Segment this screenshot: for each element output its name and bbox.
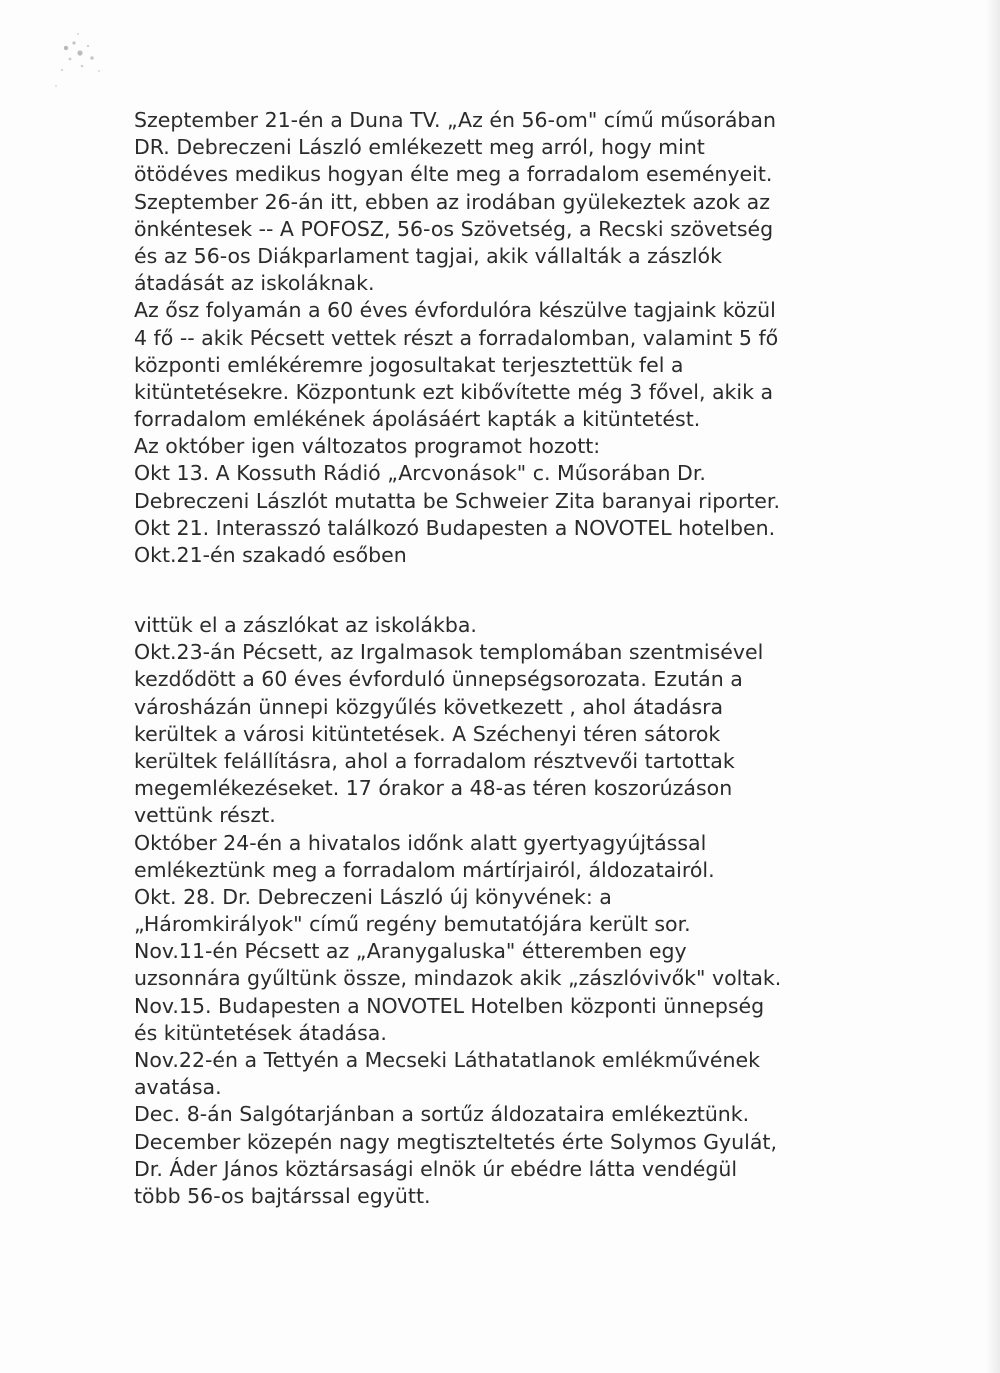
text-line: 4 fő -- akik Pécsett vettek részt a forradalomban, valamint 5 fő — [134, 325, 779, 350]
text-line: és az 56-os Diákparlament tagjai, akik vállalták a zászlók — [134, 243, 722, 268]
text-line: Dr. Áder János köztársasági elnök úr ebédre látta vendégül — [134, 1156, 738, 1181]
text-line: átadását az iskoláknak. — [134, 271, 375, 296]
text-line: DR. Debreczeni László emlékezett meg arról, hogy mint — [134, 135, 705, 160]
text-line: önkéntesek -- A POFOSZ, 56-os Szövetség, a Recski szövetség — [134, 216, 774, 241]
text-line: December közepén nagy megtiszteltetés érte Solymos Gyulát, — [134, 1129, 777, 1154]
text-line: kezdődött a 60 éves évforduló ünnepségsorozata. Ezután a — [134, 667, 743, 692]
text-line: Okt 13. A Kossuth Rádió „Arcvonások" c. Műsorában Dr. — [134, 461, 706, 486]
scan-smudge-mark — [44, 26, 124, 106]
text-line: forradalom emlékének ápolásáért kapták a kitüntetést. — [134, 407, 701, 432]
text-line: kerültek a városi kitüntetések. A Széchenyi téren sátorok — [134, 721, 721, 746]
text-line: Szeptember 21-én a Duna TV. „Az én 56-om" című műsorában — [134, 108, 776, 132]
text-line: „Háromkirályok" című regény bemutatójára került sor. — [134, 912, 691, 937]
text-line: több 56-os bajtárssal együtt. — [134, 1183, 431, 1208]
text-line: Nov.22-én a Tettyén a Mecseki Láthatatlanok emlékművének — [134, 1048, 760, 1072]
text-line: Az ősz folyamán a 60 éves évfordulóra készülve tagjaink közül — [134, 298, 776, 323]
text-line: Szeptember 26-án itt, ebben az irodában gyülekeztek azok az — [134, 189, 770, 214]
text-line: Okt. 28. Dr. Debreczeni László új könyvének: a — [134, 884, 612, 909]
paragraph-block-2 — [134, 612, 781, 1210]
paragraph-block-1 — [134, 107, 780, 569]
text-line: központi emlékéremre jogosultakat terjesztettük fel a — [134, 352, 684, 377]
text-line: Dec. 8-án Salgótarjánban a sortűz áldozataira emlékeztünk. — [134, 1102, 750, 1127]
text-line: Debreczeni Lászlót mutatta be Schweier Zita baranyai riporter. — [134, 488, 780, 513]
text-line: Okt 21. Interasszó találkozó Budapesten a NOVOTEL hotelben. — [134, 515, 776, 540]
text-line: kerültek felállításra, ahol a forradalom résztvevői tartottak — [134, 748, 735, 773]
text-line: városházán ünnepi közgyűlés következett , ahol átadásra — [134, 694, 724, 719]
text-line: vittük el a zászlókat az iskolákba. — [134, 613, 477, 637]
text-line: megemlékezéseket. 17 órakor a 48-as téren koszorúzáson — [134, 776, 733, 801]
text-line: és kitüntetések átadása. — [134, 1020, 387, 1045]
text-line: avatása. — [134, 1075, 222, 1100]
text-line: Az október igen változatos programot hozott: — [134, 434, 601, 459]
text-line: uzsonnára gyűltünk össze, mindazok akik „zászlóvivők" voltak. — [134, 966, 782, 991]
text-line: Nov.11-én Pécsett az „Aranygaluska" étteremben egy — [134, 939, 687, 964]
text-line: vettünk részt. — [134, 803, 276, 828]
text-line: Okt.21-én szakadó esőben — [134, 543, 407, 567]
text-line: Október 24-én a hivatalos időnk alatt gyertyagyújtással — [134, 830, 707, 855]
text-line: emlékeztünk meg a forradalom mártírjairól, áldozatairól. — [134, 857, 715, 882]
text-line: Nov.15. Budapesten a NOVOTEL Hotelben központi ünnepség — [134, 993, 765, 1018]
text-line: ötödéves medikus hogyan élte meg a forradalom eseményeit. — [134, 162, 773, 187]
text-line: kitüntetésekre. Központunk ezt kibővítette még 3 fővel, akik a — [134, 379, 774, 404]
scan-edge-shadow — [986, 0, 1000, 1373]
text-line: Okt.23-án Pécsett, az Irgalmasok templomában szentmisével — [134, 640, 764, 665]
